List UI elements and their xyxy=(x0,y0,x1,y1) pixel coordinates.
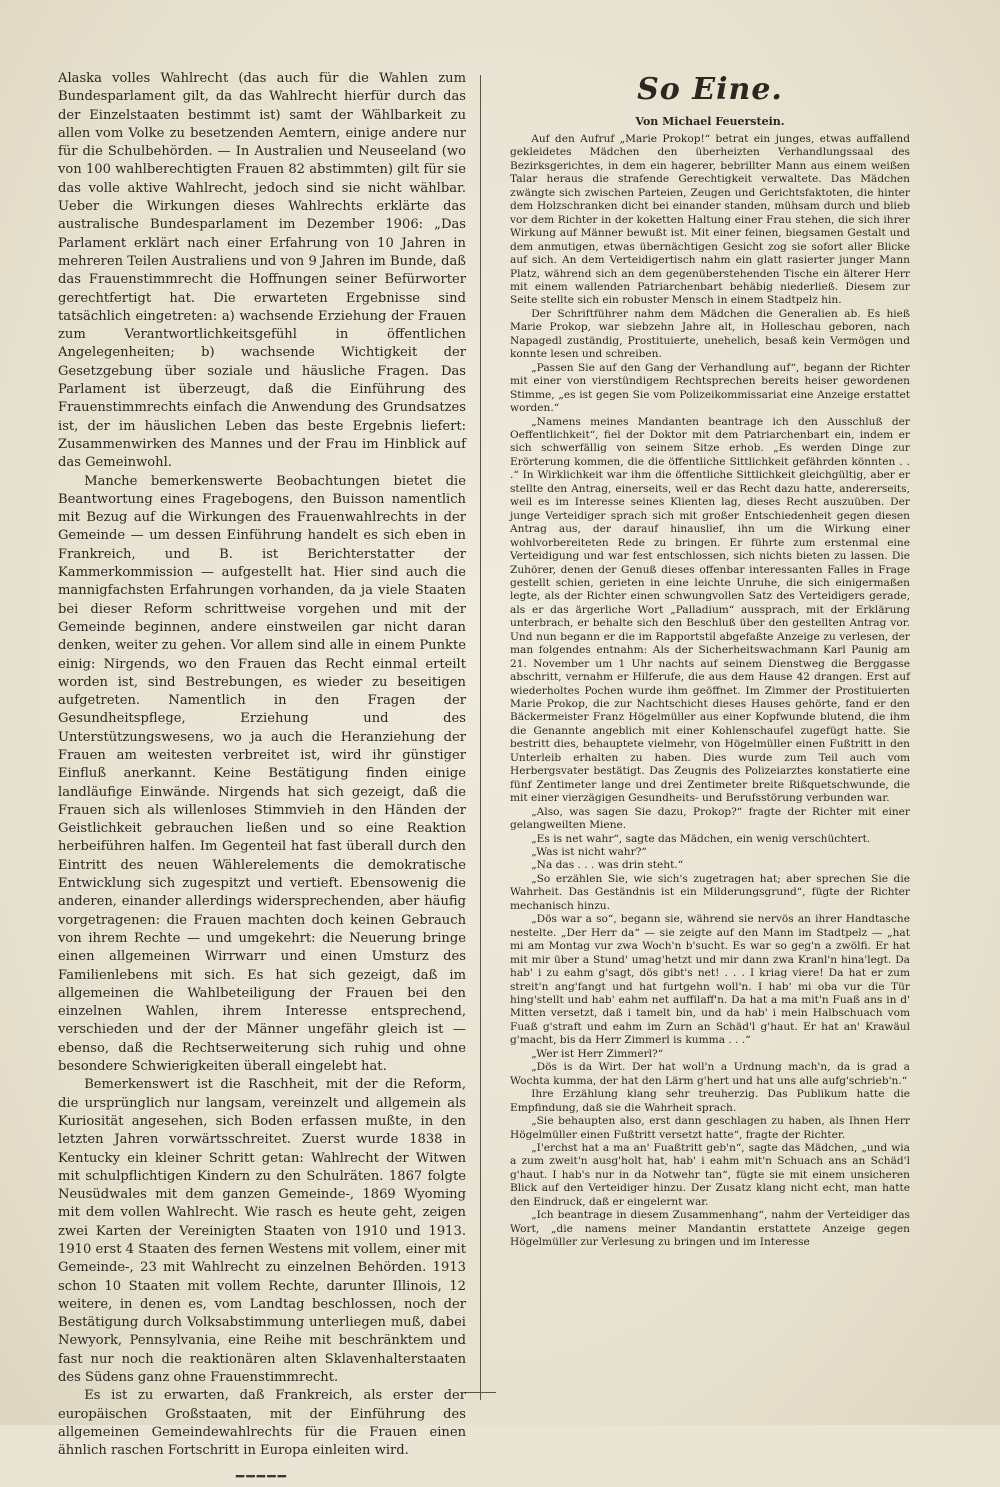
story-paragraph: „Dös war a so“, begann sie, während sie nervös an ihrer Handtasche nestelte. „Der Herr da“ — sie zeigte auf den Mann im Stadtpelz — „hat mi am Montag vur zwa Woch'n b'sucht. Es war so geg'n a zwölfi. Er hat mit mir über a Stund' umag'hetzt und mir dann zwa Kranl'n hina'legt. Da hab' i zu eahm g'sagt, dös gibt's net! . . . I kriag viere! Da hat er zum streit'n ang'fangt und hat furtgehn woll'n. I hab' mi oba vur die Tür hing'stellt und hab' eahm net auffilaff'n. Da hat a ma mit'n Fuaß ans in d' Mitten versetzt, daß i tamelt bin, und da hab' i mein Halbschuach vom Fuaß g'straft und eahm im Zurn an Schäd'l g'haut. Er hat an' Krawäul g'macht, bis da Herr Zimmerl is kumma . . .“ xyxy=(510,913,910,1047)
story-paragraph: „Es is net wahr“, sagte das Mädchen, ein wenig verschüchtert. xyxy=(531,832,871,845)
story-paragraph: „Wer ist Herr Zimmerl?“ xyxy=(531,1047,664,1060)
column-rule-end xyxy=(466,1392,496,1393)
story-paragraph: Auf den Aufruf „Marie Prokop!“ betrat ein junges, etwas auffallend gekleidetes Mädchen den überheizten Verhandlungssaal des Bezirksgerichtes, in dem ein hagerer, bebrillter Mann aus einem weißen Talar heraus die strafende Gerechtigkeit verwaltete. Das Mädchen zwängte sich zwischen Parteien, Zeugen und Gerichtsfaktoten, die hinter dem Holzschranken dicht bei einander standen, mühsam durch und blieb vor dem Richter in der koketten Haltung einer Frau stehen, die sich ihrer Wirkung auf Männer bewußt ist. Mit einer feinen, biegsamen Gestalt und dem anmutigen, etwas übernächtigen Gesicht zog sie sofort aller Blicke auf sich. An dem Verteidigertisch nahm ein glatt rasierter junger Mann Platz, während sich an dem gegenüberstehenden Tische ein älterer Herr mit einem wallenden Patriarchenbart behäbig niederließ. Diesem zur Seite stellte sich ein robuster Mensch in einem Stadtpelz hin. xyxy=(510,133,910,307)
story-paragraph: „Was ist nicht wahr?“ xyxy=(531,846,647,859)
left-column xyxy=(58,70,466,1485)
story-title: So Eine. xyxy=(637,72,783,107)
right-column xyxy=(510,70,910,1405)
story-paragraph: „I'erchst hat a ma an' Fuaßtritt geb'n“, sagte das Mädchen, „und wia a zum zweit'n ausg'holt hat, hab' i eahm mit'n Schuach ans an Schäd'l g'haut. I hab's nur in da Notwehr tan“, fügte sie mit einem unsicheren Blick auf den Verteidiger hinzu. Der Zusatz klang nicht echt, man hatte den Eindruck, daß er eingelernt war. xyxy=(510,1141,910,1208)
story-paragraph: „Also, was sagen Sie dazu, Prokop?“ fragte der Richter mit einer gelangweilten Miene. xyxy=(510,805,910,832)
end-ornament: ━━━━━ xyxy=(235,1468,289,1485)
story-paragraph: Ihre Erzählung klang sehr treuherzig. Das Publikum hatte die Empfindung, daß sie die Wahrheit sprach. xyxy=(510,1088,910,1114)
story-paragraph: „Dös is da Wirt. Der hat woll'n a Urdnung mach'n, da is grad a Wochta kumma, der hat den Lärm g'hert und hat uns alle aufg'schrieb'n.“ xyxy=(510,1061,910,1087)
story-paragraph: „Passen Sie auf den Gang der Verhandlung auf“, begann der Richter mit einer von vierstündigem Rechtsprechen bereits heiser gewordenen Stimme, „es ist gegen Sie vom Polizeikommissariat eine Anzeige erstattet worden.“ xyxy=(510,361,910,415)
column-rule xyxy=(480,75,481,1400)
story-paragraph: „So erzählen Sie, wie sich's zugetragen hat; aber sprechen Sie die Wahrheit. Das Geständnis ist ein Milderungsgrund“, fügte der Richter mechanisch hinzu. xyxy=(510,872,910,912)
story-author: Von Michael Feuerstein. xyxy=(635,115,785,128)
story-paragraph: „Namens meines Mandanten beantrage ich den Ausschluß der Oeffentlichkeit“, fiel der Doktor mit dem Patriarchenbart ein, indem er sich schwerfällig von seinem Sitze erhob. „Es werden Dinge zur Erörterung kommen, die die öffentliche Sittlichkeit gefährden könnten . . .“ In Wirklichkeit war ihm die öffentliche Sittlichkeit gleichgültig, aber er stellte den Antrag, einerseits, weil er das Recht dazu hatte, andererseits, weil es im Interesse seines Klienten lag, dieses Recht auszuüben. Der junge Verteidiger sprach sich mit großer Entschiedenheit gegen diesen Antrag aus, der darauf hinauslief, ihn um die Wirkung einer wohlvorbereiteten Rede zu bringen. Er führte zum erstenmal eine Verteidigung und war fest entschlossen, sich nichts bieten zu lassen. Die Zuhörer, denen der Genuß dieses offenbar interessanten Falles in Frage gestellt schien, gerieten in eine leichte Unruhe, die sich einigermaßen legte, als der Richter einen schwungvollen Satz des Verteidigers gerade, als er das ärgerliche Wort „Palladium“ aussprach, mit der Erklärung unterbrach, er behalte sich den Beschluß über den gestellten Antrag vor. Und nun begann er die im Rapportstil abgefaßte Anzeige zu verlesen, der man folgendes entnahm: Als der Sicherheitswachmann Karl Paunig am 21. November um 1 Uhr nachts auf seinem Dienstweg die Berggasse abschritt, vernahm er Hilferufe, die aus dem Hause 42 drangen. Erst auf wiederholtes Pochen wurde ihm geöffnet. Im Zimmer der Prostituierten Marie Prokop, die zur Nachtschicht dieses Hauses gehörte, fand er den Bäckermeister Franz Högelmüller aus einer Kopfwunde blutend, die ihm die Genannte angeblich mit einer Kohlenschaufel zugefügt hatte. Sie bestritt dies, behauptete vielmehr, von Högelmüller einen Fußtritt in den Unterleib erhalten zu haben. Dies wurde zum Teil auch vom Herbergsvater bestätigt. Das Zeugnis des Polizeiarztes konstatierte eine fünf Zentimeter lange und drei Zentimeter breite Rißquetschwunde, die mit einer vierzägigen Gesundheits- und Berufsstörung verbunden war. xyxy=(510,415,910,805)
story-paragraph: Der Schriftführer nahm dem Mädchen die Generalien ab. Es hieß Marie Prokop, war siebzehn Jahre alt, in Holleschau geboren, nach Napagedl zuständig, Prostituierte, unehelich, besaß kein Vermögen und konnte lesen und schreiben. xyxy=(510,307,910,361)
left-paragraph-4: Es ist zu erwarten, daß Frankreich, als erster der europäischen Großstaaten, mit der Einführung des allgemeinen Gemeindewahlrechts für die Frauen einen ähnlich raschen Fortschritt in Europa einleiten wird. xyxy=(58,1388,466,1459)
left-paragraph-3: Bemerkenswert ist die Raschheit, mit der die Reform, die ursprünglich nur langsam, vereinzelt und allgemein als Kuriosität angesehen, sich Boden erfassen mußte, in den letzten Jahren vorwärtsschreitet. Zuerst wurde 1838 in Kentucky ein kleiner Schritt getan: Wahlrecht der Witwen mit schulpflichtigen Kindern zu den Schulräten. 1867 folgte Neusüdwales mit dem ganzen Gemeinde-, 1869 Wyoming mit dem vollen Wahlrecht. Wie rasch es heute geht, zeigen zwei Karten der Vereinigten Staaten von 1910 und 1913. 1910 erst 4 Staaten des fernen Westens mit vollem, einer mit Gemeinde-, 23 mit Wahlrecht zu einzelnen Behörden. 1913 schon 10 Staaten mit vollem Rechte, darunter Illinois, 12 weitere, in denen es, vom Landtag beschlossen, noch der Bestätigung durch Volksabstimmung unterliegen muß, dabei Newyork, Pennsylvania, eine Reihe mit beschränktem und fast nur noch die reaktionären alten Sklavenhalterstaaten des Südens ganz ohne Frauenstimmrecht. xyxy=(58,1077,466,1386)
left-paragraph-2: Manche bemerkenswerte Beobachtungen bietet die Beantwortung eines Fragebogens, den Buisson namentlich mit Bezug auf die Wirkungen des Frauenwahlrechts in der Gemeinde — um dessen Einführung handelt es sich eben in Frankreich, und B. ist Berichterstatter der Kammerkommission — aufgestellt hat. Hier sind auch die mannigfachsten Erfahrungen vorhanden, da ja viele Staaten bei dieser Reform schrittweise vorgehen und mit der Gemeinde beginnen, andere einstweilen gar nicht daran denken, weiter zu gehen. Vor allem sind alle in einem Punkte einig: Nirgends, wo den Frauen das Recht einmal erteilt worden ist, sind Bestrebungen, es wieder zu beseitigen aufgetreten. Namentlich in den Fragen der Gesundheitspflege, Erziehung und des Unterstützungswesens, wo ja auch die Heranziehung der Frauen am weitesten verbreitet ist, wird ihr günstiger Einfluß anerkannt. Keine Bestätigung finden einige landläufige Einwände. Nirgends hat sich gezeigt, daß die Frauen sich als willenloses Stimmvieh in den Händen der Geistlichkeit gebrauchen ließen und so eine Reaktion herbeiführen halfen. Im Gegenteil hat fast überall durch den Eintritt des neuen Wählerelements die demokratische Entwicklung sich zugespitzt und vertieft. Ebensowenig die anderen, einander allerdings widersprechenden, aber häufig vorgetragenen: die Frauen machten doch keinen Gebrauch von ihrem Rechte — und umgekehrt: die Neuerung bringe einen allgemeinen Wirrwarr und einen Umsturz des Familienlebens mit sich. Es hat sich gezeigt, daß im allgemeinen die Wahlbeteiligung der Frauen bei den einzelnen Wahlen, ihrem Interesse entsprechend, verschieden und der der Männer ungefähr gleich ist — ebenso, daß die Rechtserweiterung sich ruhig und ohne besondere Schwierigkeiten überall eingelebt hat. xyxy=(58,473,466,1075)
story-paragraph: „Ich beantrage in diesem Zusammenhang“, nahm der Verteidiger das Wort, „die namens meiner Mandantin erstattete Anzeige gegen Högelmüller zur Verlesung zu bringen und im Interesse xyxy=(510,1209,910,1249)
story-paragraph: „Sie behaupten also, erst dann geschlagen zu haben, als Ihnen Herr Högelmüller einen Fußtritt versetzt hatte“, fragte der Richter. xyxy=(510,1115,910,1141)
left-paragraph-1: Alaska volles Wahlrecht (das auch für die Wahlen zum Bundesparlament gilt, da das Wahlrecht hierfür durch das der Einzelstaaten bestimmt ist) samt der Wählbarkeit zu allen vom Volke zu besetzenden Aemtern, einige andere nur für die Schulbehörden. — In Australien und Neuseeland (wo von 100 wahlberechtigten Frauen 82 abstimmten) gilt für sie das volle aktive Wahlrecht, jedoch sind sie nicht wählbar. Ueber die Wirkungen dieses Wahlrechts erklärte das australische Bundesparlament im Dezember 1906: „Das Parlament erklärt nach einer Erfahrung von 10 Jahren in mehreren Teilen Australiens und von 9 Jahren im Bunde, daß das Frauenstimmrecht die Hoffnungen seiner Befürworter gerechtfertigt hat. Die erwarteten Ergebnisse sind tatsächlich eingetreten: a) wachsende Erziehung der Frauen zum Verantwortlichkeitsgefühl in öffentlichen Angelegenheiten; b) wachsende Wichtigkeit der Gesetzgebung über soziale und häusliche Fragen. Das Parlament ist überzeugt, daß die Einführung des Frauenstimmrechts einfach die Anwendung des Grundsatzes ist, der im häuslichen Leben das beste Ergebnis liefert: Zusammenwirken des Mannes und der Frau im Hinblick auf das Gemeinwohl. xyxy=(58,71,466,471)
story-paragraph: „Na das . . . was drin steht.“ xyxy=(531,859,684,872)
